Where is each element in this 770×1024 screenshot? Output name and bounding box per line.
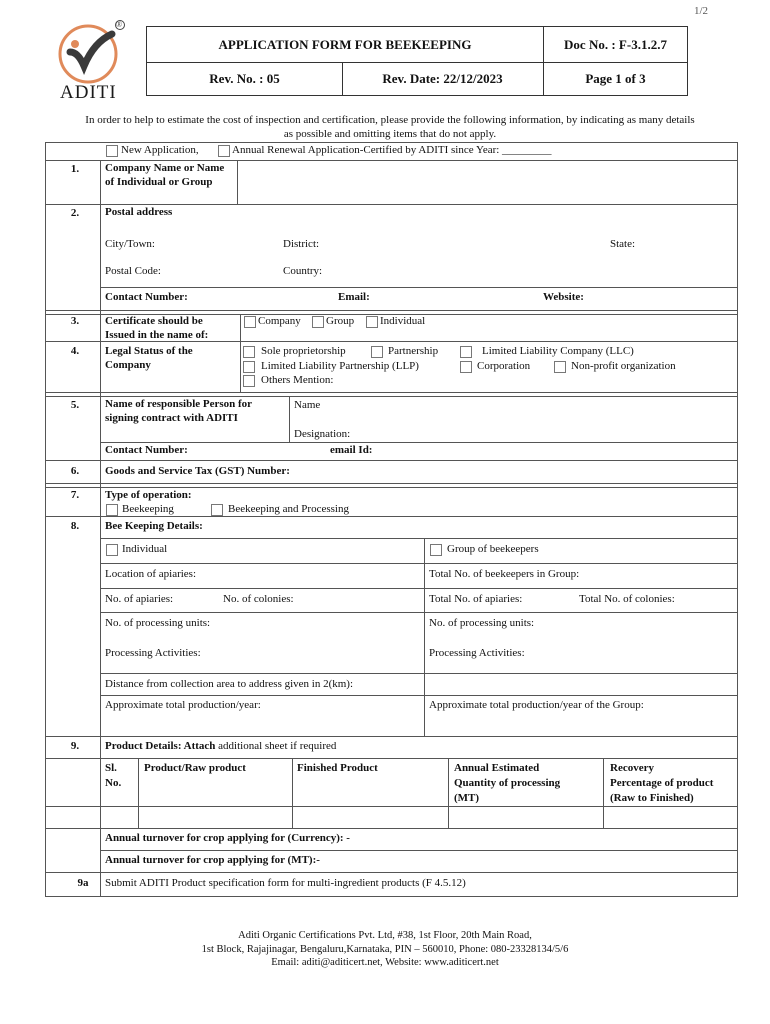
specification-form-note: Submit ADITI Product specification form for multi-ingredient products (F 4.5.12) bbox=[105, 877, 466, 889]
company-checkbox[interactable] bbox=[244, 316, 256, 328]
row-number: 4. bbox=[70, 345, 80, 357]
corporation-label: Corporation bbox=[477, 360, 531, 372]
revision-number: Rev. No. : 05 bbox=[209, 70, 280, 86]
renewal-application-label: Annual Renewal Application-Certified by ADITI since Year: _________ bbox=[232, 144, 552, 156]
name-label: Name bbox=[294, 399, 321, 411]
no-apiaries-label: No. of apiaries: bbox=[105, 593, 174, 605]
col-sl-label: Sl. bbox=[105, 762, 117, 774]
row-number: 1. bbox=[70, 163, 80, 175]
doc-number: Doc No. : F-3.1.2.7 bbox=[564, 36, 667, 52]
col-percentage: Percentage of product bbox=[610, 777, 714, 789]
bee-keeping-details-label: Bee Keeping Details: bbox=[105, 520, 203, 532]
footer bbox=[100, 929, 670, 970]
responsible-email-label: email Id: bbox=[330, 444, 373, 456]
col-annual-estimated: Annual Estimated bbox=[454, 762, 540, 774]
others-label: Others Mention: bbox=[261, 374, 334, 386]
col-recovery: Recovery bbox=[610, 762, 654, 774]
logo-wordmark: ADITI bbox=[60, 82, 117, 103]
responsible-contact-label: Contact Number: bbox=[105, 444, 188, 456]
turnover-mt-label: Annual turnover for crop applying for (MT):- bbox=[105, 854, 320, 866]
row-number: 9a bbox=[77, 877, 89, 889]
beekeeping-processing-checkbox[interactable] bbox=[211, 504, 223, 516]
distance-label: Distance from collection area to address given in 2(km): bbox=[105, 678, 354, 690]
new-application-label: New Application, bbox=[121, 144, 199, 156]
col-finished-product: Finished Product bbox=[297, 762, 378, 774]
beekeeping-checkbox[interactable] bbox=[106, 504, 118, 516]
col-raw-finished: (Raw to Finished) bbox=[610, 792, 694, 804]
col-product-raw: Product/Raw product bbox=[144, 762, 246, 774]
nonprofit-label: Non-profit organization bbox=[571, 360, 676, 372]
location-apiaries-label: Location of apiaries: bbox=[105, 568, 197, 580]
company-name-field[interactable] bbox=[239, 162, 735, 202]
partnership-checkbox[interactable] bbox=[371, 346, 383, 358]
processing-units-label: No. of processing units: bbox=[105, 617, 211, 629]
total-colonies-label: Total No. of colonies: bbox=[579, 593, 675, 605]
email-label: Email: bbox=[338, 291, 370, 303]
individual-beekeeper-checkbox[interactable] bbox=[106, 544, 118, 556]
page-count: Page 1 of 3 bbox=[585, 70, 646, 86]
page-indicator: 1/2 bbox=[693, 5, 708, 17]
col-quantity-processing: Quantity of processing bbox=[454, 777, 561, 789]
individual-option-label: Individual bbox=[380, 315, 426, 327]
state-label: State: bbox=[610, 238, 636, 250]
row-number: 3. bbox=[70, 315, 80, 327]
footer-address-line1: Aditi Organic Certifications Pvt. Ltd, #38, 1st Floor, 20th Main Road, bbox=[238, 930, 532, 941]
partnership-label: Partnership bbox=[388, 345, 439, 357]
product-details-rest: additional sheet if required bbox=[215, 740, 337, 752]
footer-address-line2: 1st Block, Rajajinagar, Bengaluru,Karnataka, PIN – 560010, Phone: 080-23328134/5/6 bbox=[201, 943, 569, 955]
nonprofit-checkbox[interactable] bbox=[554, 361, 566, 373]
group-processing-units-label: No. of processing units: bbox=[429, 617, 535, 629]
llc-label: Limited Liability Company (LLC) bbox=[482, 345, 634, 357]
total-apiaries-label: Total No. of apiaries: bbox=[429, 593, 523, 605]
individual-checkbox[interactable] bbox=[366, 316, 378, 328]
country-label: Country: bbox=[283, 265, 323, 277]
row-number: 2. bbox=[70, 207, 80, 219]
intro-text: In order to help to estimate the cost of inspection and certification, please provide the following information, by indicating as many details as possible and omitting items that do not apply. bbox=[85, 114, 695, 140]
individual-beekeeper-label: Individual bbox=[122, 543, 168, 555]
contact-number-label: Contact Number: bbox=[105, 291, 188, 303]
col-no-label: No. bbox=[105, 777, 122, 789]
others-checkbox[interactable] bbox=[243, 375, 255, 387]
postal-address-label: Postal address bbox=[105, 206, 173, 218]
llp-checkbox[interactable] bbox=[243, 361, 255, 373]
product-details-label bbox=[105, 740, 336, 754]
row-number: 9. bbox=[70, 740, 80, 752]
group-approx-production-label: Approximate total production/year of the Group: bbox=[429, 699, 644, 711]
group-checkbox[interactable] bbox=[312, 316, 324, 328]
renewal-application-checkbox[interactable] bbox=[218, 145, 230, 157]
row-number: 7. bbox=[70, 489, 80, 501]
designation-label: Designation: bbox=[294, 428, 351, 440]
sole-proprietorship-checkbox[interactable] bbox=[243, 346, 255, 358]
operation-type-label: Type of operation: bbox=[105, 489, 192, 501]
beekeeping-processing-label: Beekeeping and Processing bbox=[228, 503, 349, 515]
row-number: 8. bbox=[70, 520, 80, 532]
row-number: 6. bbox=[70, 465, 80, 477]
no-colonies-label: No. of colonies: bbox=[223, 593, 294, 605]
company-option-label: Company bbox=[258, 315, 301, 327]
row-number: 5. bbox=[70, 399, 80, 411]
llc-checkbox[interactable] bbox=[460, 346, 472, 358]
sole-proprietorship-label: Sole proprietorship bbox=[261, 345, 346, 357]
processing-activities-label: Processing Activities: bbox=[105, 647, 201, 659]
company-name-label: Company Name or Name of Individual or Group bbox=[105, 162, 225, 188]
new-application-checkbox[interactable] bbox=[106, 145, 118, 157]
approx-production-label: Approximate total production/year: bbox=[105, 699, 261, 711]
total-beekeepers-label: Total No. of beekeepers in Group: bbox=[429, 568, 580, 580]
revision-date: Rev. Date: 22/12/2023 bbox=[382, 70, 503, 86]
form-title: APPLICATION FORM FOR BEEKEEPING bbox=[218, 36, 472, 52]
document-header bbox=[146, 26, 688, 96]
group-processing-activities-label: Processing Activities: bbox=[429, 647, 525, 659]
city-label: City/Town: bbox=[105, 238, 155, 250]
website-label: Website: bbox=[543, 291, 584, 303]
llp-label: Limited Liability Partnership (LLP) bbox=[261, 360, 419, 372]
beekeeping-label: Beekeeping bbox=[122, 503, 174, 515]
product-details-bold: Product Details: Attach bbox=[105, 740, 216, 752]
col-mt: (MT) bbox=[454, 792, 480, 804]
corporation-checkbox[interactable] bbox=[460, 361, 472, 373]
turnover-currency-label: Annual turnover for crop applying for (Currency): - bbox=[105, 832, 350, 844]
group-beekeepers-label: Group of beekeepers bbox=[447, 543, 539, 555]
gst-label: Goods and Service Tax (GST) Number: bbox=[105, 465, 290, 477]
registered-mark: ® bbox=[116, 20, 123, 29]
certificate-name-label: Certificate should be Issued in the name of: bbox=[105, 315, 209, 341]
group-option-label: Group bbox=[326, 315, 355, 327]
footer-contact: Email: aditi@aditicert.net, Website: www.aditicert.net bbox=[271, 957, 499, 968]
group-beekeepers-checkbox[interactable] bbox=[430, 544, 442, 556]
legal-status-label: Legal Status of the Company bbox=[105, 345, 193, 371]
district-label: District: bbox=[283, 238, 320, 250]
postal-code-label: Postal Code: bbox=[105, 265, 161, 277]
responsible-person-label: Name of responsible Person for signing contract with ADITI bbox=[105, 398, 252, 424]
